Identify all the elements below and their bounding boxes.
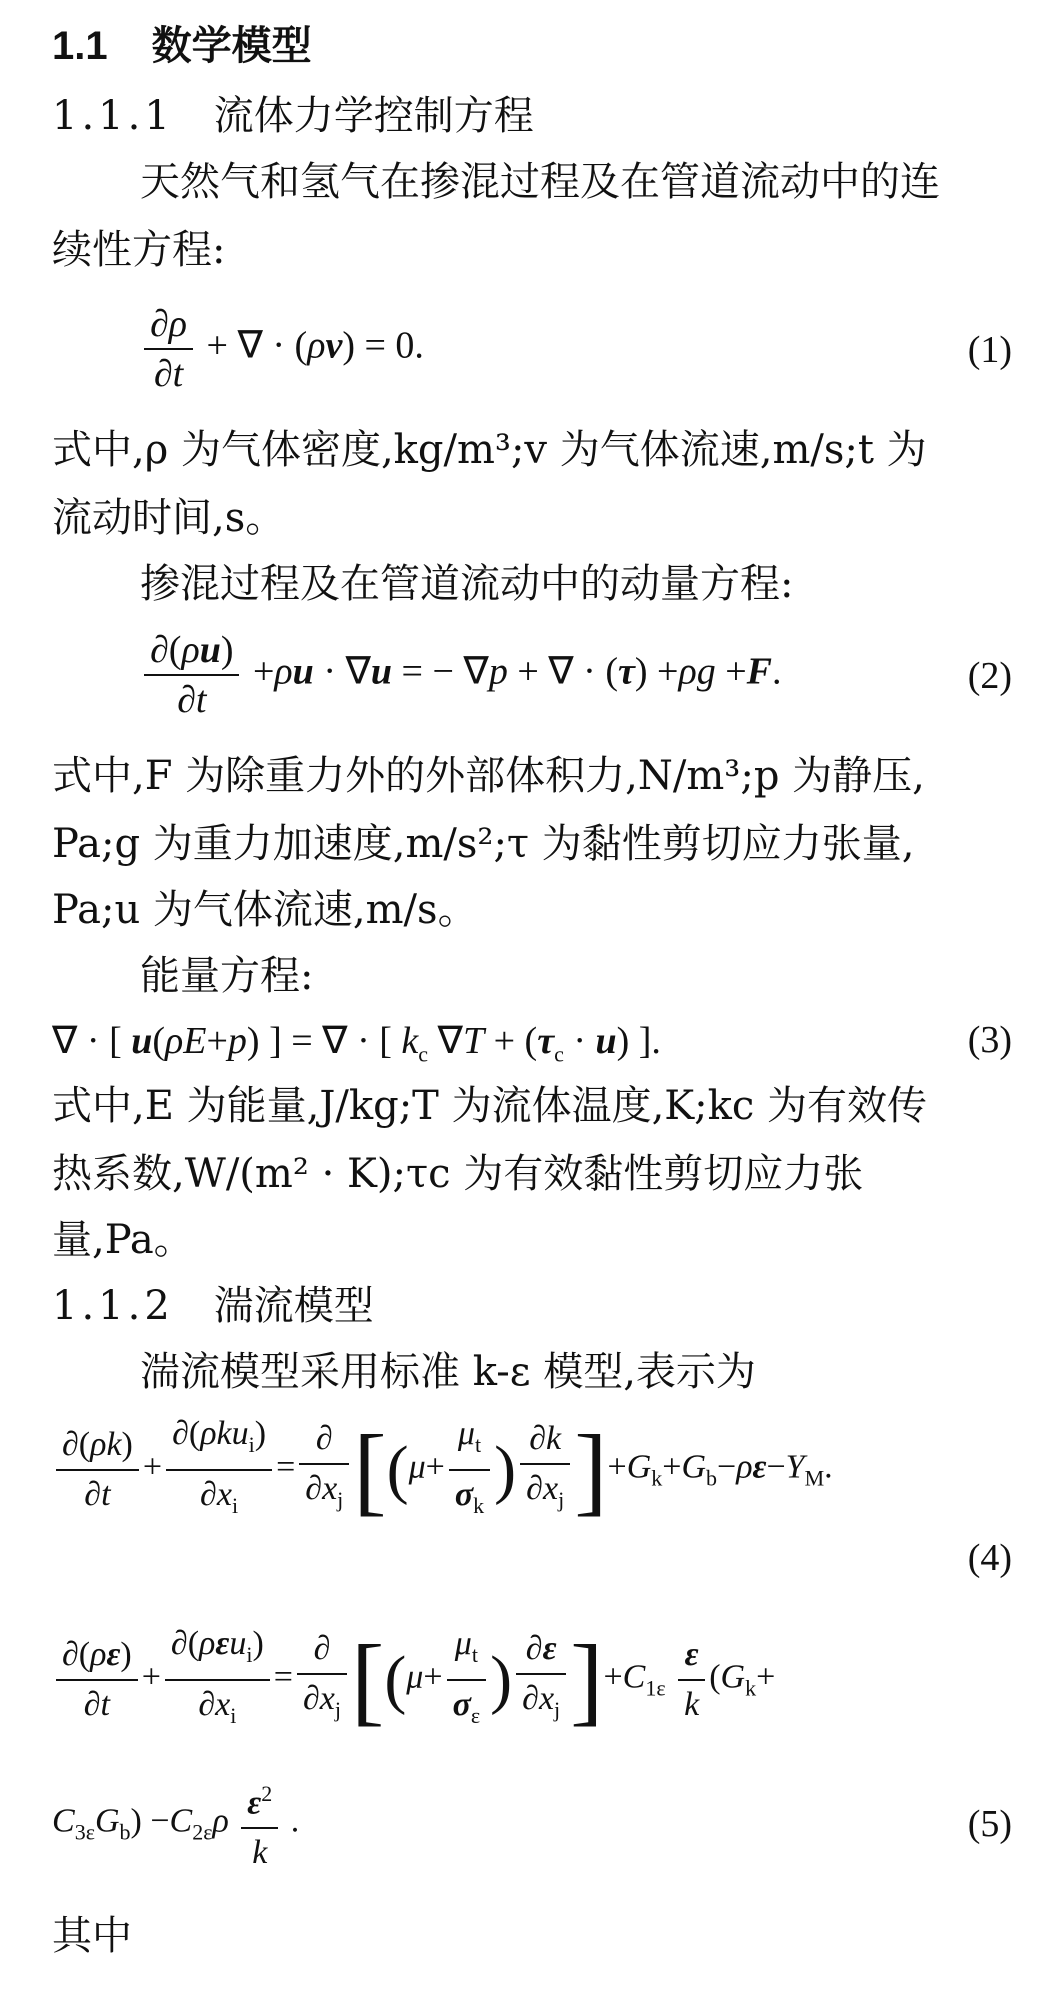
equation-number-3: (3)	[967, 1019, 1012, 1061]
subsection-title-2: 湍流模型	[213, 1283, 374, 1329]
eq1-fraction: $\frac{\partial\rho}{\partial t}$	[144, 300, 193, 398]
eq2-fraction: $\frac{\partial(\rho u)}{\partial t}$	[144, 626, 239, 724]
subsection-heading-2	[52, 1278, 1012, 1334]
description-2-line-2: Pa;g 为重力加速度,m/s²;τ 为黏性剪切应力张量,	[52, 821, 915, 867]
section-number: 1.1	[52, 24, 108, 68]
section-title: 数学模型	[151, 22, 312, 69]
description-2-line-3: Pa;u 为气体流速,m/s。	[52, 887, 478, 933]
description-3-line-2: 热系数,W/(m² · K);τc 为有效黏性剪切应力张	[52, 1151, 864, 1197]
description-3-line-3: 量,Pa。	[52, 1217, 194, 1263]
paragraph-1-line-2: 续性方程:	[52, 227, 226, 273]
subsection-number-1: 1.1.1	[52, 93, 174, 139]
equation-number-2: (2)	[967, 655, 1012, 697]
subsection-heading-1	[52, 88, 1012, 144]
section-heading	[52, 18, 1012, 74]
equation-3: ∇ · [ u(ρE+p) ] = ∇ · [ $k_c$ $\nabla T + (\tau_c \cdot u)$ ]. (3)	[52, 1019, 1012, 1067]
equation-number-5: (5)	[967, 1803, 1012, 1845]
final-line: 其中	[52, 1913, 132, 1959]
paragraph-3-line-1: 能量方程:	[140, 953, 314, 999]
description-1-line-1: 式中,ρ 为气体密度,kg/m³;v 为气体流速,m/s;t 为	[52, 427, 927, 473]
paragraph-2-line-1: 掺混过程及在管道流动中的动量方程:	[140, 561, 794, 607]
subsection-number-2: 1.1.2	[52, 1283, 174, 1329]
equation-2: $\frac{\partial(\rho u)}{\partial t}$ +ρu · ∇u = − ∇p + ∇ · (τ) +ρg +F. (2)	[52, 626, 1012, 736]
equation-number-1: (1)	[967, 329, 1012, 371]
paragraph-1-line-1: 天然气和氢气在掺混过程及在管道流动中的连	[140, 159, 940, 205]
equation-1: $\frac{\partial\rho}{\partial t}$ + ∇ · (ρv) = 0. (1)	[52, 300, 1012, 410]
description-3-line-1: 式中,E 为能量,J/kg;T 为流体温度,K;kc 为有效传	[52, 1083, 927, 1129]
equation-4: $\frac{\partial(\rho k)}{\partial t}$ + $\frac{\partial(\rho ku_i)}{\partial x_i}$ = $\frac{\partial}{\partial x_j}$ [(μ+ $\frac{\mu_t}{\sigma_k}$ ) $\frac{\partial k}{\partial x_j}$ ]$+G_k+G_b-\rho\varepsilon-Y_M$. (4)	[52, 1410, 1012, 1600]
description-1-line-2: 流动时间,s。	[52, 495, 286, 541]
equation-5: $\frac{\partial(\rho\varepsilon)}{\partial t}$ + $\frac{\partial(\rho\varepsilon u_i)}{\partial x_i}$ = $\frac{\partial}{\partial x_j}$ [(μ+ $\frac{\mu_t}{\sigma_\varepsilon}$ ) $\frac{\partial\varepsilon}{\partial x_j}$ ]$+C_{1\varepsilon}$ $\frac{\varepsilon}{k}$ ($G_k+$ $C_{3\varepsilon}G_b) -C_{2\varepsilon}\rho$ $\frac{\varepsilon^2}{k}$ . (5)	[52, 1620, 1012, 1910]
subsection-title-1: 流体力学控制方程	[213, 93, 534, 139]
equation-number-4: (4)	[967, 1537, 1012, 1579]
paragraph-4-line-1: 湍流模型采用标准 k-ε 模型,表示为	[140, 1349, 756, 1395]
description-2-line-1: 式中,F 为除重力外的外部体积力,N/m³;p 为静压,	[52, 753, 925, 799]
